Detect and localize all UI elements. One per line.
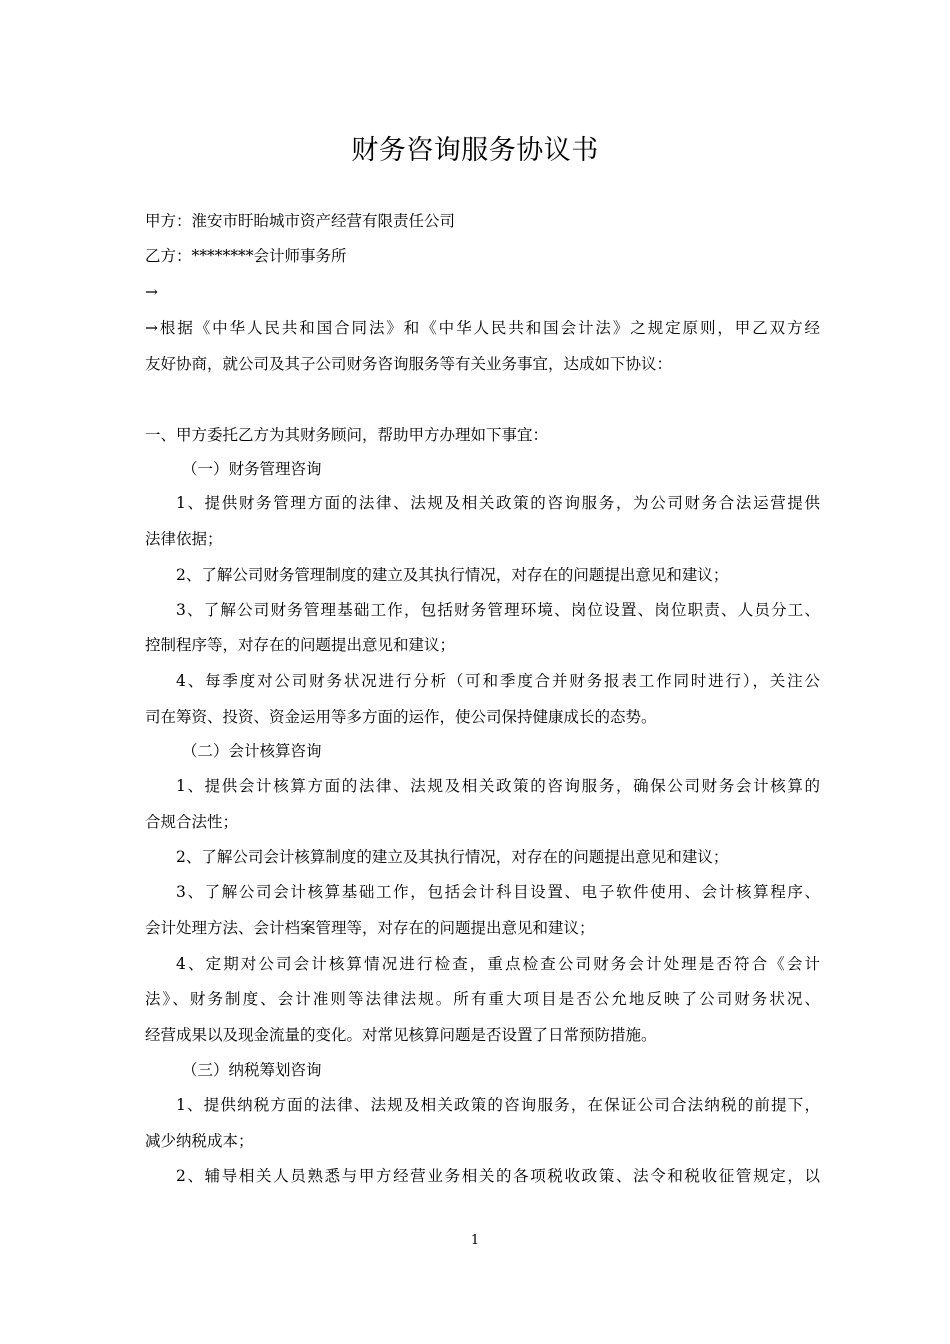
sub2-item4-line1: 4、定期对公司会计核算情况进行检查，重点检查公司财务会计处理是否符合《会计 xyxy=(176,955,820,973)
sub1-item3-line2: 控制程序等，对存在的问题提出意见和建议； xyxy=(145,636,456,654)
party-b-line: 乙方：********会计师事务所 xyxy=(145,247,347,265)
page-number: 1 xyxy=(470,1233,480,1248)
sub2-item4-line3: 经营成果以及现金流量的变化。对常见核算问题是否设置了日常预防措施。 xyxy=(145,1026,657,1044)
sub1-item3-line1: 3、了解公司财务管理基础工作，包括财务管理环境、岗位设置、岗位职责、人员分工、 xyxy=(176,601,820,619)
document-title: 财务咨询服务协议书 xyxy=(351,135,599,166)
intro-line-1: →根据《中华人民共和国合同法》和《中华人民共和国会计法》之规定原则，甲乙双方经 xyxy=(145,319,820,337)
sub2-item4-line2: 法》、财务制度、会计准则等法律法规。所有重大项目是否公允地反映了公司财务状况、 xyxy=(145,990,820,1008)
sub2-item3-line1: 3、了解公司会计核算基础工作，包括会计科目设置、电子软件使用、会计核算程序、 xyxy=(176,883,820,901)
party-a-line: 甲方：淮安市盱眙城市资产经营有限责任公司 xyxy=(145,212,456,230)
sub1-item4-line2: 司在筹资、投资、资金运用等多方面的运作，使公司保持健康成长的态势。 xyxy=(145,708,657,726)
sub1-item1-line1: 1、提供财务管理方面的法律、法规及相关政策的咨询服务，为公司财务合法运营提供 xyxy=(176,494,820,512)
subsection-2-heading: （二）会计核算咨询 xyxy=(182,742,322,760)
sub2-item2-line1: 2、了解公司会计核算制度的建立及其执行情况，对存在的问题提出意见和建议； xyxy=(176,848,729,866)
sub1-item2-line1: 2、了解公司财务管理制度的建立及其执行情况，对存在的问题提出意见和建议； xyxy=(176,566,729,584)
sub1-item1-line2: 法律依据； xyxy=(145,530,223,548)
intro-line-2: 友好协商，就公司及其子公司财务咨询服务等有关业务事宜，达成如下协议： xyxy=(145,355,673,373)
subsection-1-heading: （一）财务管理咨询 xyxy=(182,460,322,478)
sub3-item2-line1: 2、辅导相关人员熟悉与甲方经营业务相关的各项税收政策、法令和税收征管规定，以 xyxy=(176,1167,820,1185)
section-1-heading: 一、甲方委托乙方为其财务顾问，帮助甲方办理如下事宜： xyxy=(145,426,549,444)
sub1-item4-line1: 4、每季度对公司财务状况进行分析（可和季度合并财务报表工作同时进行），关注公 xyxy=(176,672,820,690)
sub2-item1-line1: 1、提供会计核算方面的法律、法规及相关政策的咨询服务，确保公司财务会计核算的 xyxy=(176,777,820,795)
sub2-item3-line2: 会计处理方法、会计档案管理等，对存在的问题提出意见和建议； xyxy=(145,919,595,937)
sub2-item1-line2: 合规合法性； xyxy=(145,813,239,831)
sub3-item1-line1: 1、提供纳税方面的法律、法规及相关政策的咨询服务，在保证公司合法纳税的前提下， xyxy=(176,1096,820,1114)
arrow-mark: → xyxy=(145,283,158,301)
subsection-3-heading: （三）纳税筹划咨询 xyxy=(182,1061,322,1079)
sub3-item1-line2: 减少纳税成本； xyxy=(145,1132,254,1150)
